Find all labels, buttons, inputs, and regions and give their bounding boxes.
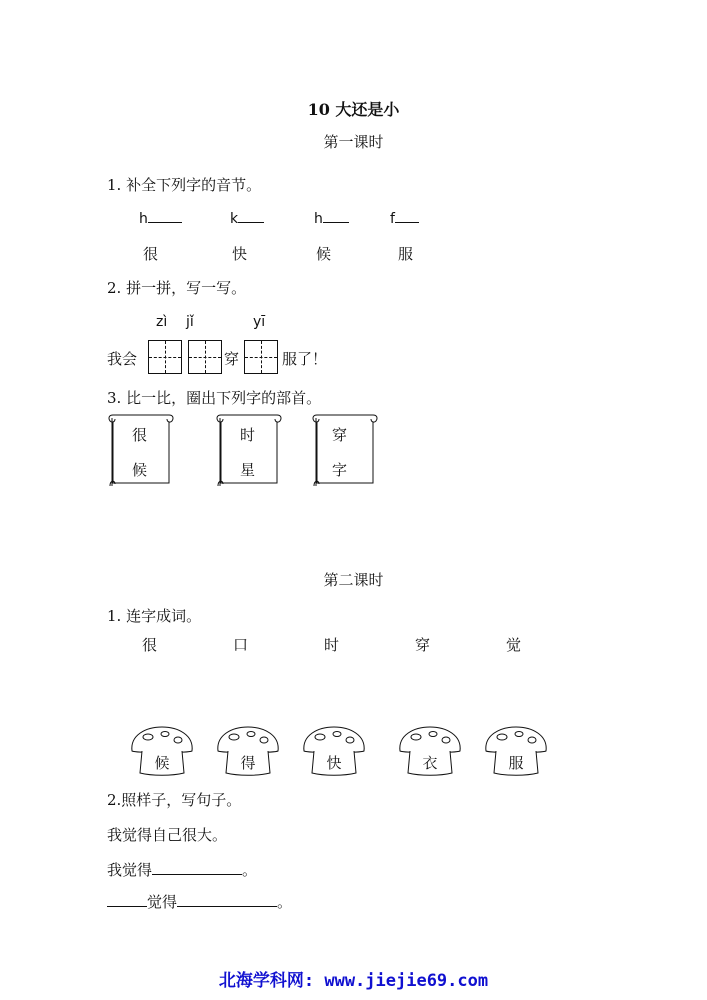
syllable-blank-4[interactable] xyxy=(390,208,419,227)
scroll-char-top[interactable]: 很 xyxy=(132,426,148,444)
syllable-blank-2[interactable] xyxy=(230,208,264,227)
initial-letter: h xyxy=(139,211,148,227)
mushroom-3[interactable] xyxy=(300,725,368,781)
mushroom-char: 衣 xyxy=(422,754,438,772)
initial-letter: k xyxy=(230,211,239,227)
writing-grid-3[interactable] xyxy=(244,340,278,374)
q1-char-3: 候 xyxy=(316,245,332,263)
p2-q1-prompt: 1. 连字成词。 xyxy=(107,607,202,625)
mushroom-char: 候 xyxy=(154,754,170,772)
p1-q1-prompt: 1. 补全下列字的音节。 xyxy=(107,176,262,194)
sentence-mid: 穿 xyxy=(224,350,240,368)
lesson-title: 10 大还是小 xyxy=(307,100,400,119)
syllable-blank-3[interactable] xyxy=(314,208,349,227)
top-char-1[interactable]: 很 xyxy=(142,636,158,654)
scroll-char-bottom[interactable]: 字 xyxy=(332,461,348,479)
top-char-3[interactable]: 时 xyxy=(324,636,340,654)
writing-grid-2[interactable] xyxy=(188,340,222,374)
line1-prefix: 我觉得 xyxy=(107,861,153,879)
answer-blank-2[interactable] xyxy=(107,892,147,907)
mushroom-char: 服 xyxy=(508,754,524,772)
period1-heading: 第一课时 xyxy=(323,133,384,151)
pinyin-zi: zì xyxy=(156,314,168,330)
scroll-char-top[interactable]: 穿 xyxy=(332,426,348,444)
scroll-card-2 xyxy=(214,410,284,492)
q1-char-1: 很 xyxy=(143,245,159,263)
sentence-end: 服了！ xyxy=(282,350,328,368)
pinyin-yi: yī xyxy=(253,314,266,330)
mushroom-5[interactable] xyxy=(482,725,550,781)
period2-heading: 第二课时 xyxy=(323,571,384,589)
scroll-card-1 xyxy=(106,410,176,492)
q1-char-4: 服 xyxy=(398,245,414,263)
p1-q3-prompt: 3. 比一比，圈出下列字的部首。 xyxy=(107,389,322,407)
mushroom-1[interactable] xyxy=(128,725,196,781)
top-char-4[interactable]: 穿 xyxy=(415,636,431,654)
sentence-line-1 xyxy=(107,859,257,880)
sentence-line-2 xyxy=(107,891,292,912)
pinyin-ji: jǐ xyxy=(186,314,194,330)
sentence-start: 我会 xyxy=(107,350,138,368)
initial-letter: f xyxy=(390,211,395,227)
scroll-char-bottom[interactable]: 候 xyxy=(132,461,148,479)
footer-watermark: 北海学科网: www.jiejie69.com xyxy=(218,971,489,991)
scroll-char-top[interactable]: 时 xyxy=(240,426,256,444)
line2-mid: 觉得 xyxy=(147,893,178,911)
scroll-char-bottom[interactable]: 星 xyxy=(240,461,256,479)
mushroom-4[interactable] xyxy=(396,725,464,781)
line1-end: 。 xyxy=(242,861,258,879)
answer-blank-3[interactable] xyxy=(177,892,277,907)
line2-end: 。 xyxy=(277,893,293,911)
initial-letter: h xyxy=(314,211,323,227)
q1-char-2: 快 xyxy=(232,245,248,263)
p2-q2-prompt: 2.照样子，写句子。 xyxy=(107,791,242,809)
top-char-2[interactable]: 口 xyxy=(233,636,249,654)
mushroom-char: 快 xyxy=(326,754,342,772)
syllable-blank-1[interactable] xyxy=(139,208,182,227)
example-sentence: 我觉得自己很大。 xyxy=(107,826,228,844)
mushroom-char: 得 xyxy=(240,754,256,772)
mushroom-2[interactable] xyxy=(214,725,282,781)
p1-q2-prompt: 2. 拼一拼，写一写。 xyxy=(107,279,247,297)
answer-blank-1[interactable] xyxy=(152,860,242,875)
writing-grid-1[interactable] xyxy=(148,340,182,374)
top-char-5[interactable]: 觉 xyxy=(506,636,522,654)
scroll-card-3 xyxy=(310,410,380,492)
